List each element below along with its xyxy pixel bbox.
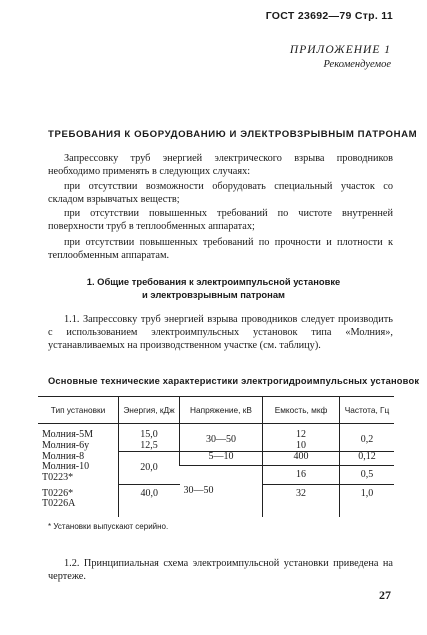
col-header-voltage: Напряжение, кВ (180, 397, 263, 424)
energy-cell (119, 424, 180, 452)
paragraph-1-1: 1.1. Запрессовку труб энергией взрыва проводников следует производить с использованием электроимпульсных установок типа «Молния», устанавливаемых на производственном участке (см. таблицу). (48, 314, 393, 352)
appendix-title: ПРИЛОЖЕНИЕ 1 (289, 44, 391, 56)
table-row (38, 452, 394, 466)
page-number: 27 (379, 588, 391, 602)
table-footnote: * Установки выпускают серийно. (48, 522, 169, 531)
capacity-cell (263, 424, 340, 452)
energy-value: 12,5 (140, 439, 158, 451)
voltage-cell: 30—50 (183, 485, 214, 496)
col-header-frequency: Частота, Гц (340, 397, 395, 424)
type-name: Т0223* (42, 471, 74, 483)
energy-value: 15,0 (140, 429, 158, 440)
capacity-cell: 16 (263, 466, 340, 485)
table-caption: Основные технические характеристики электрогидроимпульсных установок (48, 376, 420, 386)
energy-cell: 20,0 (119, 452, 180, 485)
type-cell (38, 485, 119, 517)
subsection-title-line2: и электровзрывным патронам (142, 289, 285, 300)
capacity-cell: 400 (263, 452, 340, 466)
col-header-type: Тип установки (38, 397, 119, 424)
type-name: Молния-8 (42, 450, 85, 462)
capacity-value: 10 (296, 439, 306, 451)
intro-paragraph: при отсутствии возможности оборудовать специальный участок со складом взрывчатых веществ; (48, 181, 393, 206)
capacity-cell: 32 (263, 485, 340, 517)
type-name: Т0226А (42, 498, 76, 509)
intro-paragraph: при отсутствии повышенных требований по чистоте внутренней поверхности труб в теплообменных аппаратах; (48, 208, 393, 233)
type-name: Т0226* (42, 487, 74, 499)
type-name: Молния-10 (42, 461, 90, 472)
section-title: ТРЕБОВАНИЯ К ОБОРУДОВАНИЮ И ЭЛЕКТРОВЗРЫВНЫМ ПАТРОНАМ (48, 129, 418, 140)
frequency-cell: 0,5 (340, 466, 395, 485)
type-cell (38, 424, 119, 452)
col-header-energy: Энергия, кДж (119, 397, 180, 424)
paragraph-1-2: 1.2. Принципиальная схема электроимпульсной установки приведена на чертеже. (48, 558, 393, 583)
energy-cell: 40,0 (119, 485, 180, 517)
col-header-capacity: Емкость, мкф (263, 397, 340, 424)
capacity-value: 12 (296, 429, 306, 440)
appendix-status: Рекомендуемое (323, 59, 391, 70)
type-name: Молния-5М (42, 429, 94, 440)
voltage-cell: 30—50 (180, 424, 263, 452)
frequency-cell: 1,0 (340, 485, 395, 517)
voltage-cell: 5—10 (180, 452, 263, 466)
intro-paragraph: при отсутствии повышенных требований по прочности и плотности к теплообменным аппаратам. (48, 237, 393, 262)
intro-paragraph: Запрессовку труб энергией электрического взрыва проводников необходимо применять в следующих случаях: (48, 153, 393, 178)
subsection-title-line1: 1. Общие требования к электроимпульсной установке (86, 276, 341, 287)
type-name: Молния-6у (42, 439, 90, 451)
page-header: ГОСТ 23692—79 Стр. 11 (265, 10, 393, 22)
frequency-cell: 0,2 (340, 424, 395, 452)
frequency-cell: 0,12 (340, 452, 395, 466)
table-header-row (38, 397, 394, 424)
type-cell (38, 452, 119, 485)
spec-table (38, 396, 394, 517)
